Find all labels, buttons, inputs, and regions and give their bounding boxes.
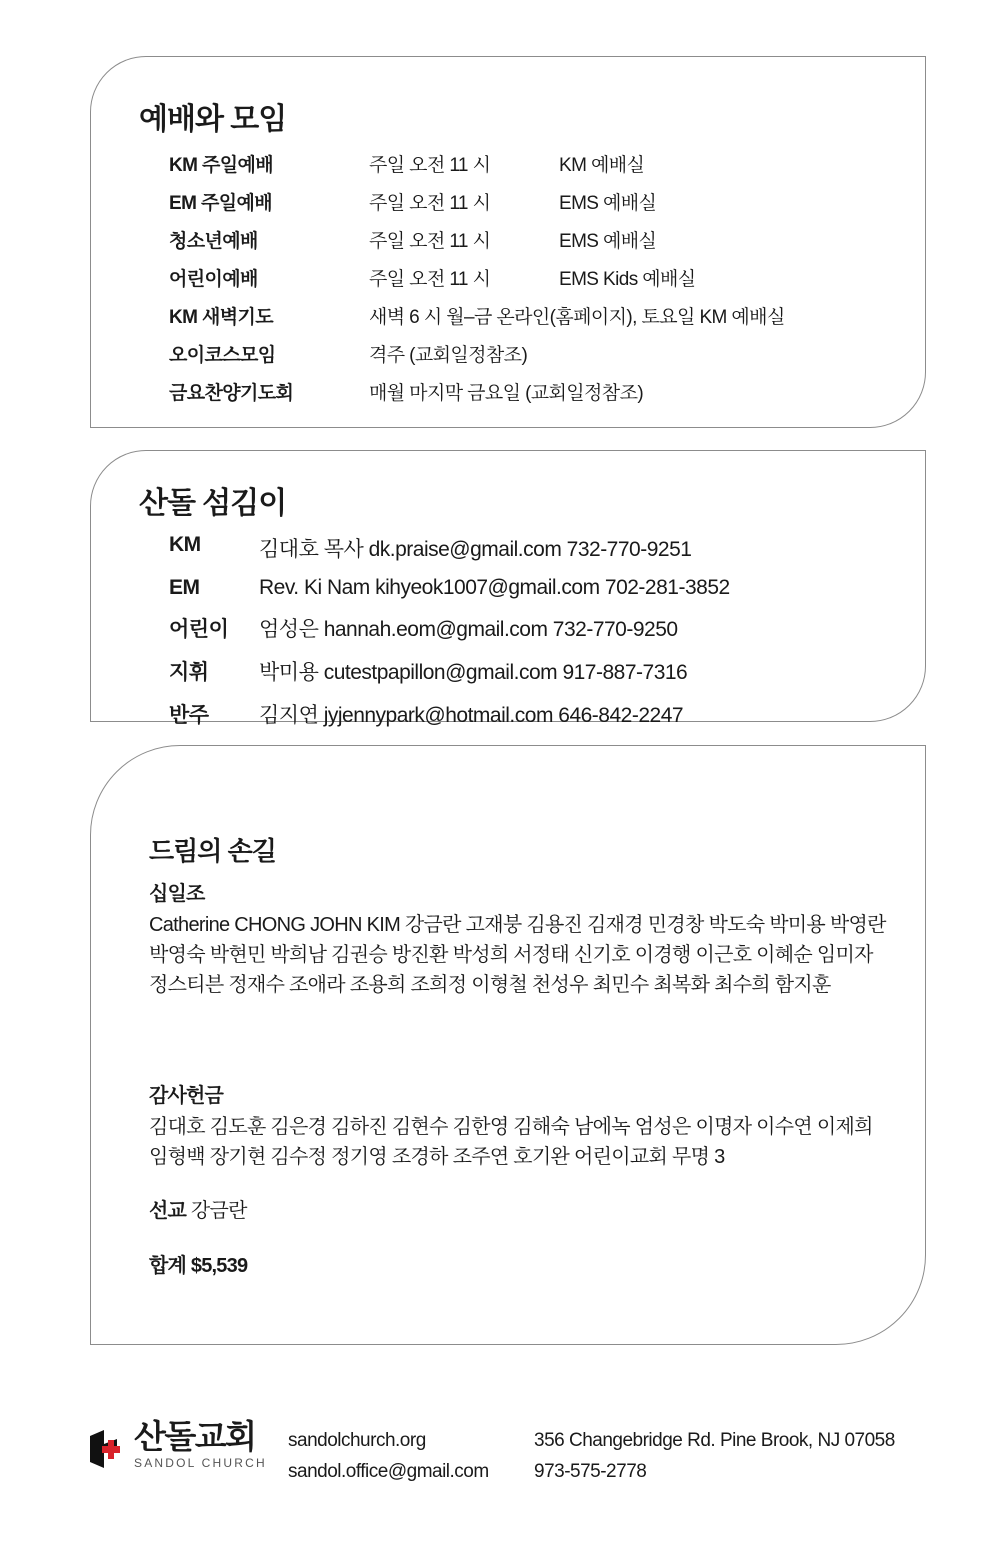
staff-role: 지휘 [169,661,209,684]
tithe-heading: 십일조 [149,883,205,905]
staff-role: EM [169,576,200,599]
total-block [149,1251,889,1281]
staff-contact-card [90,450,926,727]
worship-name: EM 주일예배 [169,193,272,214]
staff-info: 김대호 목사 dk.praise@gmail.com 732-770-9251 [259,538,692,561]
worship-card-title: 예배와 모임 [139,103,287,136]
tithe-names: Catherine CHONG JOHN KIM 강금란 고재붕 김용진 김재경 민경창 박도숙 박미용 박영란 박영숙 박현민 박희남 김권승 방진환 박성희 서정태 신기호 이경행 이근호 이혜순 임미자 정스티븐 정재수 조애라 조용희 조희정 이형철 천성우 최민수 최복화 최수희 함지훈 [149,914,886,996]
footer-address-column [534,1425,895,1487]
table-row [169,699,730,742]
worship-name: 금요찬양기도회 [169,383,294,404]
worship-name: 청소년예배 [169,231,258,252]
giving-card-title: 드림의 손길 [149,836,276,866]
church-name-en: SANDOL CHURCH [134,1456,267,1470]
table-row [169,613,730,656]
church-logo-icon [84,1427,128,1471]
mission-heading: 선교 [149,1200,187,1222]
staff-role: 어린이 [169,618,229,641]
worship-place: EMS 예배실 [559,231,657,252]
worship-time: 주일 오전 11 시 [369,193,491,214]
table-row [169,226,919,264]
staff-role: 반주 [169,704,209,727]
church-name-ko: 산돌교회 [134,1418,256,1455]
thanksgiving-names: 김대호 김도훈 김은경 김하진 김현수 김한영 김해숙 남에녹 엄성은 이명자 이수연 이제희 임형백 장기현 김수정 정기영 조경하 조주연 호기완 어린이교회 무명 3 [149,1116,873,1168]
worship-name: KM 주일예배 [169,155,274,176]
table-row [169,533,730,576]
worship-time: 격주 (교회일정참조) [369,345,528,366]
footer-email[interactable]: sandol.office@gmail.com [288,1461,489,1482]
giving-card [90,745,926,1345]
worship-place: KM 예배실 [559,155,645,176]
page-footer [0,1405,1000,1515]
table-row [169,378,919,416]
worship-time: 매월 마지막 금요일 (교회일정참조) [369,383,644,404]
footer-address: 356 Changebridge Rd. Pine Brook, NJ 07058 [534,1430,895,1451]
thanksgiving-heading: 감사헌금 [149,1085,224,1107]
staff-contact-table [169,533,730,742]
tithe-block [149,877,889,1000]
staff-info: 김지연 jyjennypark@hotmail.com 646-842-2247 [259,704,684,727]
table-row [169,340,919,378]
footer-web-column [288,1425,489,1487]
staff-card-title: 산돌 섬김이 [139,487,287,520]
worship-schedule-table [169,150,919,416]
table-row [169,576,730,613]
worship-name: 어린이예배 [169,269,258,290]
worship-place: EMS Kids 예배실 [559,269,696,290]
staff-info: Rev. Ki Nam kihyeok1007@gmail.com 702-281-3852 [259,576,730,599]
table-row [169,264,919,302]
staff-info: 엄성은 hannah.eom@gmail.com 732-770-9250 [259,618,678,641]
total-heading: 합계 [149,1255,187,1277]
worship-time: 주일 오전 11 시 [369,155,491,176]
total-amount: $5,539 [190,1255,248,1277]
worship-place: EMS 예배실 [559,193,657,214]
mission-block [149,1196,889,1226]
worship-time: 주일 오전 11 시 [369,231,491,252]
thanksgiving-block [149,1079,889,1172]
worship-name: 오이코스모임 [169,345,276,366]
worship-schedule-card [90,56,926,428]
mission-names: 강금란 [190,1200,247,1222]
church-logo-text [134,1419,267,1471]
worship-name: KM 새벽기도 [169,307,274,328]
staff-info: 박미용 cutestpapillon@gmail.com 917-887-7316 [259,661,688,684]
table-row [169,188,919,226]
worship-time: 새벽 6 시 월–금 온라인(홈페이지), 토요일 KM 예배실 [369,307,785,328]
staff-role: KM [169,533,201,556]
table-row [169,150,919,188]
table-row [169,656,730,699]
footer-phone[interactable]: 973-575-2778 [534,1461,647,1482]
worship-time: 주일 오전 11 시 [369,269,491,290]
footer-website[interactable]: sandolchurch.org [288,1430,426,1451]
table-row [169,302,919,340]
